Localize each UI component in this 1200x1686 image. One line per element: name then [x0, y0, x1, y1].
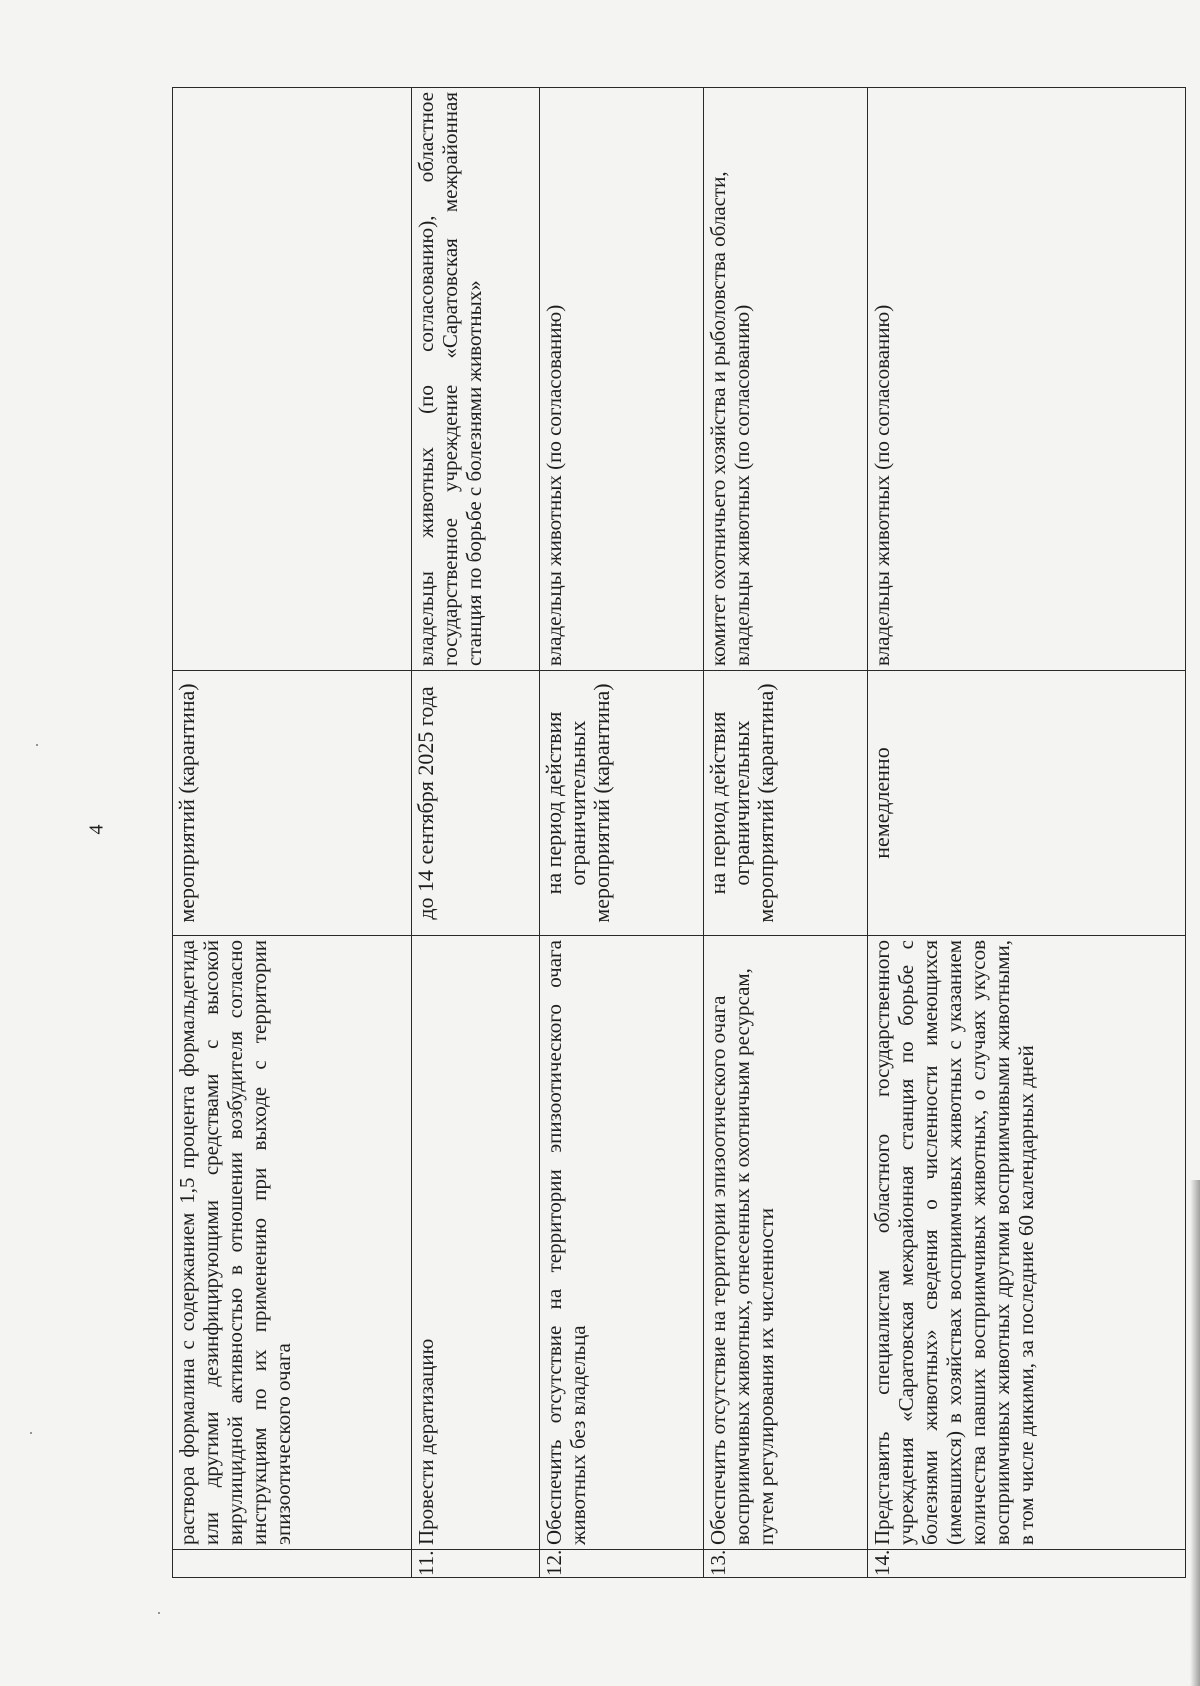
table-row-12: [540, 88, 704, 1578]
term-cell: на период действия ограничительных мероприятий (карантина): [540, 671, 704, 936]
responsible-cell: владельцы животных (по согласованию): [868, 88, 1186, 671]
scan-speck: [158, 1612, 160, 1614]
term-cell: на период действия ограничительных мероприятий (карантина): [704, 671, 868, 936]
table-row-13: [704, 88, 868, 1578]
measure-cell: Представить специалистам областного государственного учреждения «Саратовская межрайонная станция по борьбе с болезнями животных» сведения о численности имеющихся (имевшихся) в хозяйствах восприимчивых животных с указанием количества павших восприимчивых животных, о случаях укусов восприимчивых животных другими восприимчивыми животными, в том числе дикими, за последние 60 календарных дней: [868, 936, 1186, 1550]
table-row-11: [412, 88, 540, 1578]
responsible-cell: владельцы животных (по согласованию): [540, 88, 704, 671]
responsible-cell: [173, 88, 412, 671]
row-number: [173, 1550, 412, 1578]
scan-speck: [36, 744, 38, 746]
measure-cell: Обеспечить отсутствие на территории эпизоотического очага животных без владельца: [540, 936, 704, 1550]
page-number: 4: [85, 824, 108, 835]
term-cell: мероприятий (карантина): [173, 671, 412, 936]
measure-cell: раствора формалина с содержанием 1,5 процента формальдегида или другими дезинфицирующими средствами с высокой вирулицидной активностью в отношении возбудителя согласно инструкциям по их применению при выходе с территории эпизоотического очага: [173, 936, 412, 1550]
measure-cell: Обеспечить отсутствие на территории эпизоотического очага восприимчивых животных, отнесенных к охотничьим ресурсам, путем регулирования их численности: [704, 936, 868, 1550]
scan-edge-shadow: [1190, 1180, 1200, 1686]
responsible-cell: комитет охотничьего хозяйства и рыболовства области, владельцы животных (по согласованию): [704, 88, 868, 671]
table-row-continuation: [173, 88, 412, 1578]
measures-table: [172, 87, 1186, 1578]
rotated-table-container: [172, 88, 1174, 1578]
measure-cell: Провести дератизацию: [412, 936, 540, 1550]
scan-speck: [30, 1432, 32, 1434]
term-cell: немедленно: [868, 671, 1186, 936]
table-row-14: [868, 88, 1186, 1578]
row-number: 13.: [704, 1550, 868, 1578]
row-number: 12.: [540, 1550, 704, 1578]
row-number: 11.: [412, 1550, 540, 1578]
responsible-cell: владельцы животных (по согласованию), областное государственное учреждение «Саратовская межрайонная станция по борьбе с болезнями животных»: [412, 88, 540, 671]
term-cell: до 14 сентября 2025 года: [412, 671, 540, 936]
row-number: 14.: [868, 1550, 1186, 1578]
